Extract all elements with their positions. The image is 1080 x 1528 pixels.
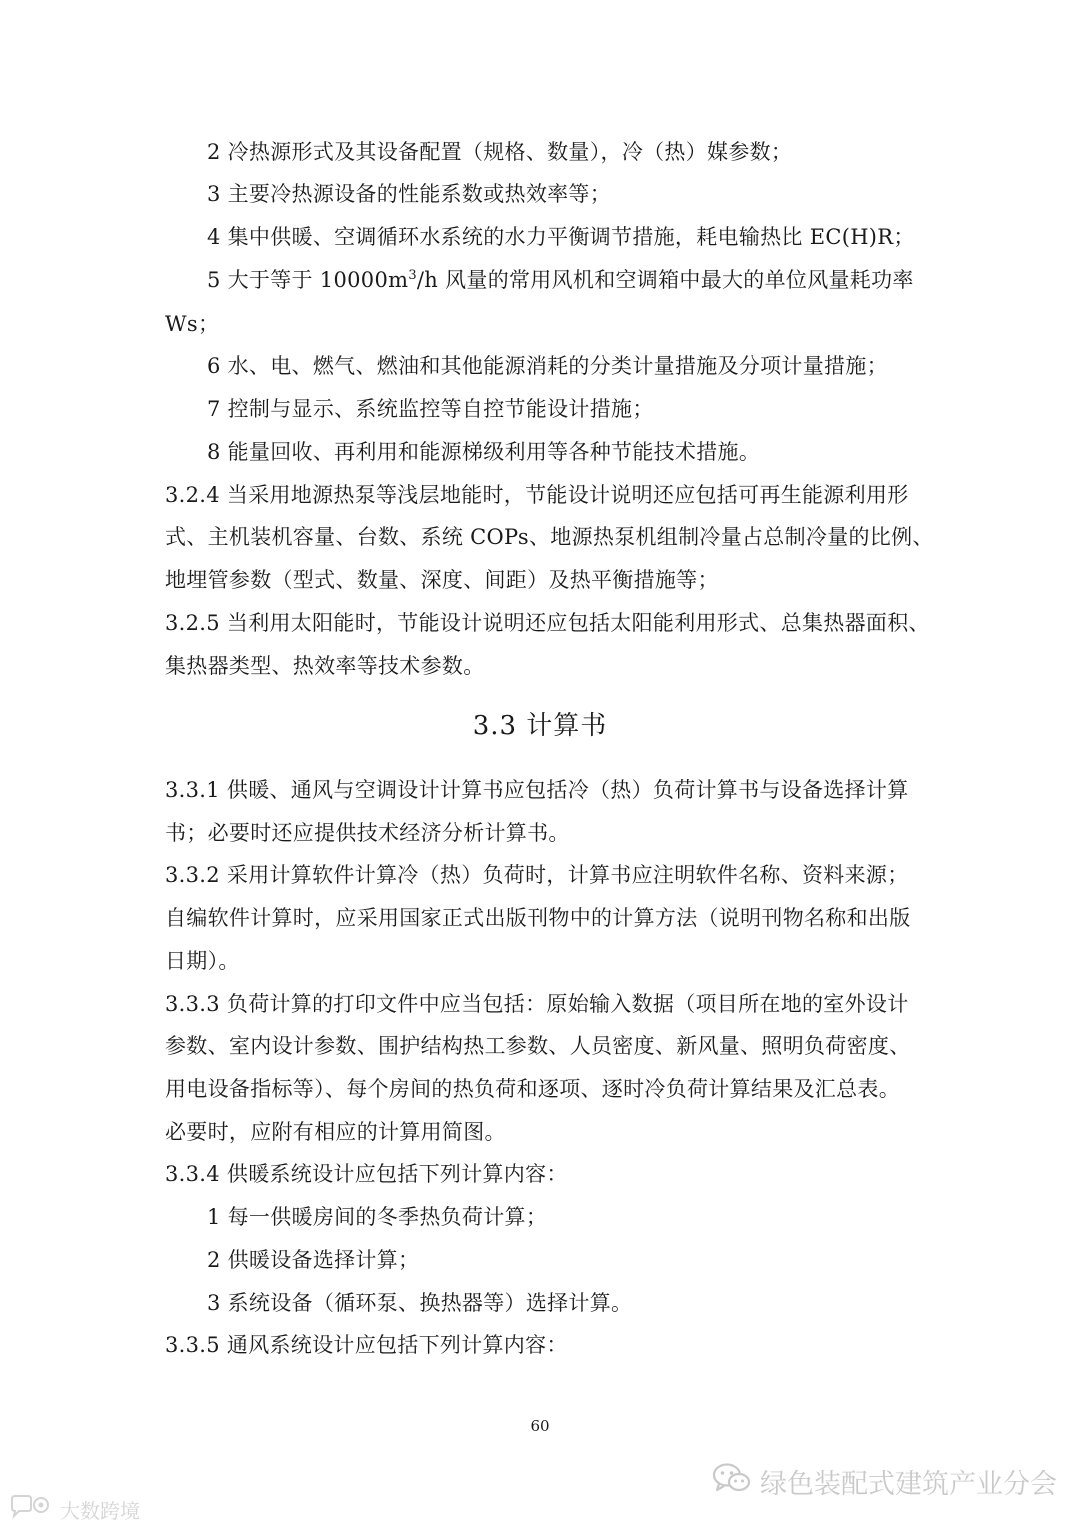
clause-3-3-2: 日期）。 bbox=[165, 949, 240, 973]
clause-3-2-4: 3.2.4 当采用地源热泵等浅层地能时，节能设计说明还应包括可再生能源利用形 bbox=[165, 483, 909, 507]
clause-3-3-4: 3.3.4 供暖系统设计应包括下列计算内容： bbox=[165, 1162, 568, 1186]
clause-3-3-3: 3.3.3 负荷计算的打印文件中应当包括：原始输入数据（项目所在地的室外设计 bbox=[165, 992, 909, 1016]
clause-3-3-3: 用电设备指标等）、每个房间的热负荷和逐项、逐时冷负荷计算结果及汇总表。 bbox=[165, 1077, 900, 1101]
clause-3-3-1: 3.3.1 供暖、通风与空调设计计算书应包括冷（热）负荷计算书与设备选择计算 bbox=[165, 778, 909, 802]
list-item: 1 每一供暖房间的冬季热负荷计算； bbox=[207, 1205, 548, 1229]
section-heading: 3.3 计算书 bbox=[472, 711, 608, 741]
list-item: 7 控制与显示、系统监控等自控节能设计措施； bbox=[207, 397, 654, 421]
superscript: 3 bbox=[408, 268, 417, 283]
corner-watermark bbox=[8, 1492, 140, 1526]
clause-3-2-5: 集热器类型、热效率等技术参数。 bbox=[165, 654, 485, 678]
list-item bbox=[207, 265, 914, 295]
clause-3-3-2: 自编软件计算时，应采用国家正式出版刊物中的计算方法（说明刊物名称和出版 bbox=[165, 906, 911, 930]
clause-3-2-5: 3.2.5 当利用太阳能时，节能设计说明还应包括太阳能利用形式、总集热器面积、 bbox=[165, 611, 930, 635]
watermark-text: 绿色装配式建筑产业分会 bbox=[760, 1468, 1057, 1500]
page-number: 60 bbox=[530, 1417, 550, 1435]
list-item: 3 主要冷热源设备的性能系数或热效率等； bbox=[207, 182, 612, 206]
list-item: 6 水、电、燃气、燃油和其他能源消耗的分类计量措施及分项计量措施； bbox=[207, 354, 888, 378]
list-item: 4 集中供暖、空调循环水系统的水力平衡调节措施，耗电输热比 EC(H)R； bbox=[207, 225, 915, 249]
wechat-watermark bbox=[712, 1456, 1057, 1506]
clause-3-2-4: 式、主机装机容量、台数、系统 COPs、地源热泵机组制冷量占总制冷量的比例、 bbox=[165, 525, 934, 549]
list-item: 8 能量回收、再利用和能源梯级利用等各种节能技术措施。 bbox=[207, 440, 761, 464]
clause-3-3-3: 必要时，应附有相应的计算用简图。 bbox=[165, 1120, 506, 1144]
list-item: 2 供暖设备选择计算； bbox=[207, 1248, 420, 1272]
clause-3-3-3: 参数、室内设计参数、围护结构热工参数、人员密度、新风量、照明负荷密度、 bbox=[165, 1034, 911, 1058]
watermark-text: 大数跨境 bbox=[60, 1498, 140, 1523]
clause-3-2-4: 地埋管参数（型式、数量、深度、间距）及热平衡措施等； bbox=[165, 568, 719, 592]
clause-3-3-1: 书；必要时还应提供技术经济分析计算书。 bbox=[165, 821, 570, 845]
clause-3-3-5: 3.3.5 通风系统设计应包括下列计算内容： bbox=[165, 1333, 568, 1357]
text-run: /h 风量的常用风机和空调箱中最大的单位风量耗功率 bbox=[416, 268, 914, 292]
clause-3-3-2: 3.3.2 采用计算软件计算冷（热）负荷时，计算书应注明软件名称、资料来源； bbox=[165, 863, 909, 887]
text-run: 5 大于等于 10000m bbox=[207, 268, 409, 292]
list-item-continuation: Ws； bbox=[165, 312, 220, 336]
wechat-icon bbox=[712, 1461, 752, 1502]
list-item: 2 冷热源形式及其设备配置（规格、数量），冷（热）媒参数； bbox=[207, 140, 793, 164]
chat-bubble-icon bbox=[8, 1494, 54, 1525]
list-item: 3 系统设备（循环泵、换热器等）选择计算。 bbox=[207, 1291, 633, 1315]
